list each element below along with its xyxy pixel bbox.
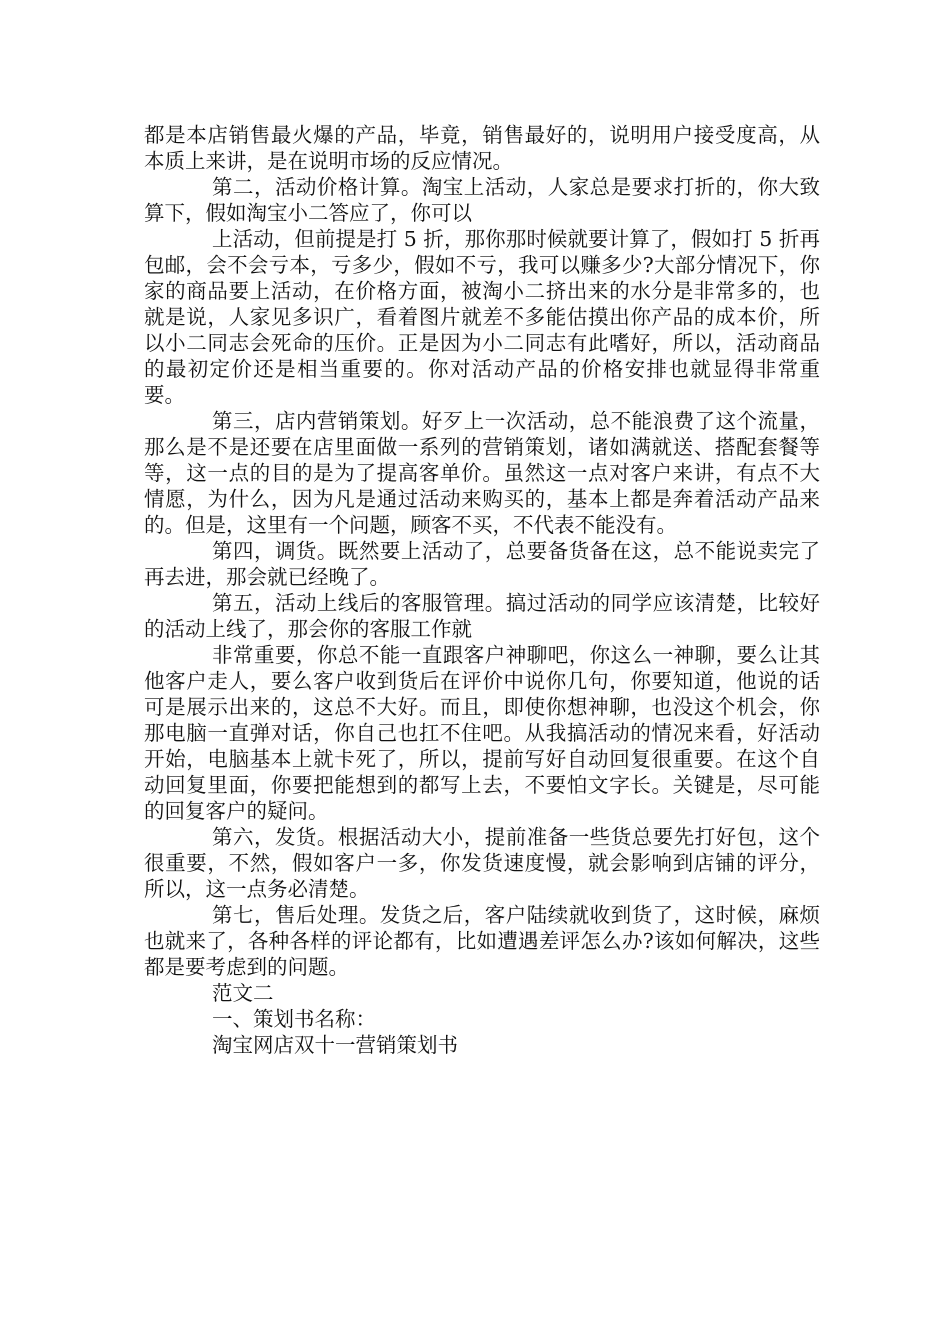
plan-title: 淘宝网店双十一营销策划书 <box>212 1033 458 1057</box>
paragraph-intro: 都是本店销售最火爆的产品，毕竟，销售最好的，说明用户接受度高，从本质上来讲，是在说明市场的反应情况。 <box>144 123 820 173</box>
paragraph-store-marketing: 第三，店内营销策划。好歹上一次活动，总不能浪费了这个流量，那么是不是还要在店里面做一系列的营销策划，诸如满就送、搭配套餐等等，这一点的目的是为了提高客单价。虽然这一点对客户来讲，有点不大情愿，为什么，因为凡是通过活动来购买的，基本上都是奔着活动产品来的。但是，这里有一个问题，顾客不买，不代表不能没有。 <box>144 409 820 537</box>
paragraph-customer-service: 第五，活动上线后的客服管理。搞过活动的同学应该清楚，比较好的活动上线了，那会你的客服工作就 <box>144 591 820 641</box>
paragraph-shipping: 第六，发货。根据活动大小，提前准备一些货总要先打好包，这个很重要，不然，假如客户一多，你发货速度慢，就会影响到店铺的评分，所以，这一点务必清楚。 <box>144 825 820 901</box>
paragraph-after-sales: 第七，售后处理。发货之后，客户陆续就收到货了，这时候，麻烦也就来了，各种各样的评论都有，比如遭遇差评怎么办?该如何解决，这些都是要考虑到的问题。 <box>144 903 820 979</box>
paragraph-customer-service-cont: 非常重要，你总不能一直跟客户神聊吧，你这么一神聊，要么让其他客户走人，要么客户收到货后在评价中说你几句，你要知道，他说的话可是展示出来的，这总不大好。而且，即使你想神聊，也没这个机会，你那电脑一直弹对话，你自己也扛不住吧。从我搞活动的情况来看，好活动开始，电脑基本上就卡死了，所以，提前写好自动回复很重要。在这个自动回复里面，你要把能想到的都写上去，不要怕文字长。关键是，尽可能的回复客户的疑问。 <box>144 643 820 823</box>
paragraph-stock: 第四，调货。既然要上活动了，总要备货备在这，总不能说卖完了再去进，那会就已经晚了。 <box>144 539 820 589</box>
paragraph-price-calc-cont: 上活动，但前提是打 5 折，那你那时候就要计算了，假如打 5 折再包邮，会不会亏本，亏多少，假如不亏，我可以赚多少?大部分情况下，你家的商品要上活动，在价格方面，被淘小二挤出来的水分是非常多的，也就是说，人家见多识广，看着图片就差不多能估摸出你产品的成本价，所以小二同志会死命的压价。正是因为小二同志有此嗜好，所以，活动商品的最初定价还是相当重要的。你对活动产品的价格安排也就显得非常重要。 <box>144 227 820 407</box>
paragraph-price-calc: 第二，活动价格计算。淘宝上活动，人家总是要求打折的，你大致算下，假如淘宝小二答应了，你可以 <box>144 175 820 225</box>
section-heading-plan-name: 一、策划书名称： <box>212 1007 376 1031</box>
document-page <box>144 122 820 1058</box>
section-heading-sample-two: 范文二 <box>212 981 274 1005</box>
